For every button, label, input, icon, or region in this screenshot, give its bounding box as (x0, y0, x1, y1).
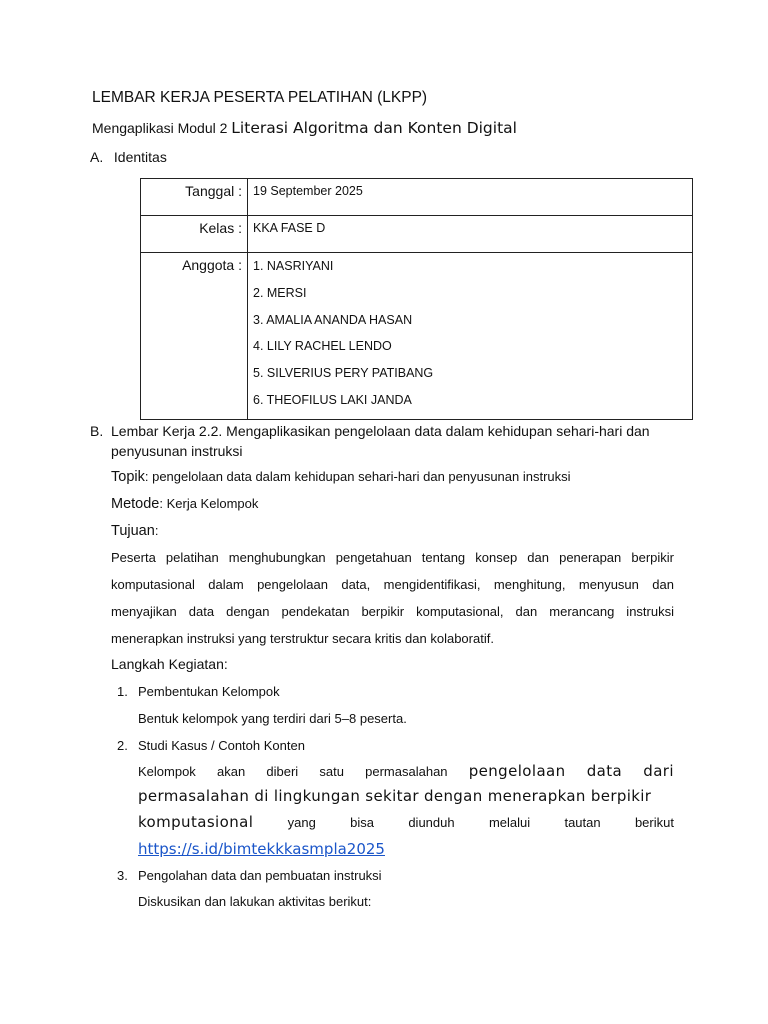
tujuan-line: Peserta pelatihan menghubungkan pengetahuan tentang konsep dan penerapan berpikir (111, 550, 674, 565)
word: permasalahan (365, 764, 448, 779)
step-item (117, 738, 305, 753)
member-item: 3. AMALIA ANANDA HASAN (253, 312, 413, 327)
tujuan-line: komputasional dalam pengelolaan data, mengidentifikasi, menghitung, menyusun dan (111, 577, 674, 592)
word: akan (217, 764, 246, 779)
section-a-title: Identitas (113, 149, 167, 165)
metode-field (111, 496, 258, 512)
case-line-3 (138, 813, 674, 831)
tanggal-value: 19 September 2025 (248, 179, 693, 216)
word: Kelompok (138, 764, 196, 779)
section-b-heading (90, 421, 680, 461)
tujuan-field (111, 523, 158, 539)
table-row (141, 253, 693, 420)
subtitle-main: Literasi Algoritma dan Konten Digital (231, 119, 517, 137)
section-a-letter: A. (90, 149, 104, 165)
word: diberi (266, 764, 299, 779)
member-item: 6. THEOFILUS LAKI JANDA (253, 392, 412, 407)
section-b-title-line2: penyusunan instruksi (111, 443, 243, 459)
document-subtitle (92, 119, 517, 137)
topik-field (111, 469, 571, 485)
member-item: 1. NASRIYANI (253, 259, 334, 273)
word: yang (287, 815, 316, 830)
step-number: 1. (117, 684, 128, 699)
tujuan-line: menyajikan data dengan pendekatan berpikir komputasional, dan merancang instruksi (111, 604, 674, 619)
section-b-letter: B. (90, 423, 104, 439)
tujuan-line: menerapkan instruksi yang terstruktur secara kritis dan kolaboratif. (111, 631, 494, 646)
word: berikut (634, 815, 674, 830)
tujuan-label: Tujuan (111, 523, 155, 539)
metode-value: : Kerja Kelompok (159, 496, 259, 511)
step-title: Pengolahan data dan pembuatan instruksi (138, 868, 382, 883)
subtitle-prefix: Mengaplikasi Modul 2 (92, 120, 228, 136)
tujuan-colon: : (154, 523, 159, 538)
step-detail: Diskusikan dan lakukan aktivitas berikut: (138, 894, 372, 909)
member-item: 5. SILVERIUS PERY PATIBANG (253, 366, 434, 381)
document-title: LEMBAR KERJA PESERTA PELATIHAN (LKPP) (92, 89, 428, 106)
metode-label: Metode (111, 496, 160, 512)
download-link[interactable]: https://s.id/bimtekkkasmpla2025 (138, 840, 385, 858)
step-number: 2. (117, 738, 128, 753)
langkah-heading: Langkah Kegiatan: (111, 656, 228, 672)
anggota-list (248, 253, 693, 420)
anggota-label: Anggota : (141, 253, 248, 420)
word: melalui (488, 815, 531, 830)
step-title: Studi Kasus / Contoh Konten (138, 738, 305, 753)
table-row (141, 216, 693, 253)
step-detail: Bentuk kelompok yang terdiri dari 5–8 peserta. (138, 711, 407, 726)
tanggal-label: Tanggal : (141, 179, 248, 216)
case-line-2: permasalahan di lingkungan sekitar dengan menerapkan berpikir (138, 787, 652, 805)
step-item (117, 684, 280, 699)
kelas-value: KKA FASE D (248, 216, 693, 253)
word: satu (319, 764, 344, 779)
word: komputasional (138, 813, 254, 831)
case-line-1 (138, 762, 674, 780)
word: tautan (564, 815, 601, 830)
member-item: 4. LILY RACHEL LENDO (253, 339, 392, 354)
table-row (141, 179, 693, 216)
section-a-heading (90, 149, 167, 165)
step-item (117, 868, 382, 883)
step-title: Pembentukan Kelompok (138, 684, 280, 699)
word: pengelolaan (468, 762, 566, 780)
word: data (586, 762, 623, 780)
kelas-label: Kelas : (141, 216, 248, 253)
word: bisa (350, 815, 374, 830)
identity-table (140, 178, 693, 420)
word: diunduh (408, 815, 455, 830)
member-item: 2. MERSI (253, 285, 307, 300)
word: dari (643, 762, 674, 780)
step-number: 3. (117, 868, 128, 883)
topik-label: Topik (111, 469, 145, 485)
topik-value: : pengelolaan data dalam kehidupan sehari-hari dan penyusunan instruksi (144, 469, 571, 484)
section-b-title-line1: Lembar Kerja 2.2. Mengaplikasikan pengelolaan data dalam kehidupan sehari-hari dan (111, 423, 650, 439)
